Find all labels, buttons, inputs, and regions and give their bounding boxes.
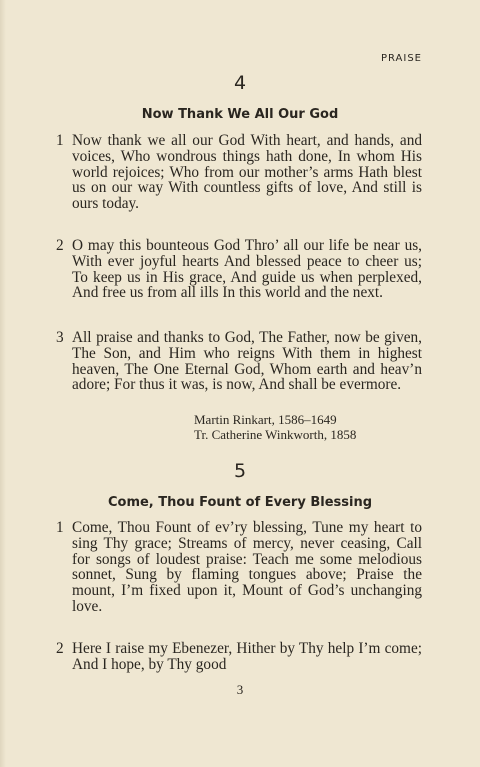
verse-text: All praise and thanks to God, The Father, now be given, The Son, and Him who reigns With them in highest heaven, The One Eternal God, Whom earth and heav’n adore; For thus it was, is now, And shall be evermore.: [72, 329, 422, 394]
running-head: PRAISE: [380, 53, 422, 64]
verse-text: Here I raise my Ebenezer, Hither by Thy help I’m come; And I hope, by Thy good: [72, 640, 422, 673]
hymn-credits: [194, 413, 424, 442]
author-credit: Martin Rinkart, 1586–1649: [194, 412, 337, 427]
translator-credit: Tr. Catherine Winkworth, 1858: [194, 426, 357, 442]
hymn-title: Now Thank We All Our God: [141, 107, 339, 122]
verse-text: O may this bounteous God Thro’ all our life be near us, With ever joyful hearts And blessed peace to cheer us; To keep us in His grace, And guide us when perplexed, And free us from all ills In this world and the next.: [72, 237, 422, 302]
verse: [56, 238, 422, 301]
hymn-title: Come, Thou Fount of Every Blessing: [107, 495, 373, 510]
verse-number: 2: [56, 237, 64, 254]
verse-number: 1: [56, 132, 64, 149]
verse: [56, 520, 422, 615]
hymn-number: 4: [233, 72, 247, 94]
verse-text: Come, Thou Fount of ev’ry blessing, Tune my heart to sing Thy grace; Streams of mercy, never ceasing, Call for songs of loudest praise: Teach me some melodious sonnet, Sung by flaming tongues above; Praise the mount, I’m fixed upon it, Mount of God’s unchanging love.: [72, 519, 422, 615]
verse: [56, 330, 422, 393]
page-number: 3: [236, 682, 244, 697]
verse: [56, 641, 422, 673]
hymn-number: 5: [233, 460, 247, 482]
verse: [56, 133, 422, 212]
verse-number: 2: [56, 640, 64, 657]
verse-number: 3: [56, 329, 64, 346]
verse-text: Now thank we all our God With heart, and hands, and voices, Who wondrous things hath done, In whom His world rejoices; Who from our mother’s arms Hath blest us on our way With countless gifts of love, And still is ours today.: [72, 132, 422, 213]
verse-number: 1: [56, 519, 64, 536]
